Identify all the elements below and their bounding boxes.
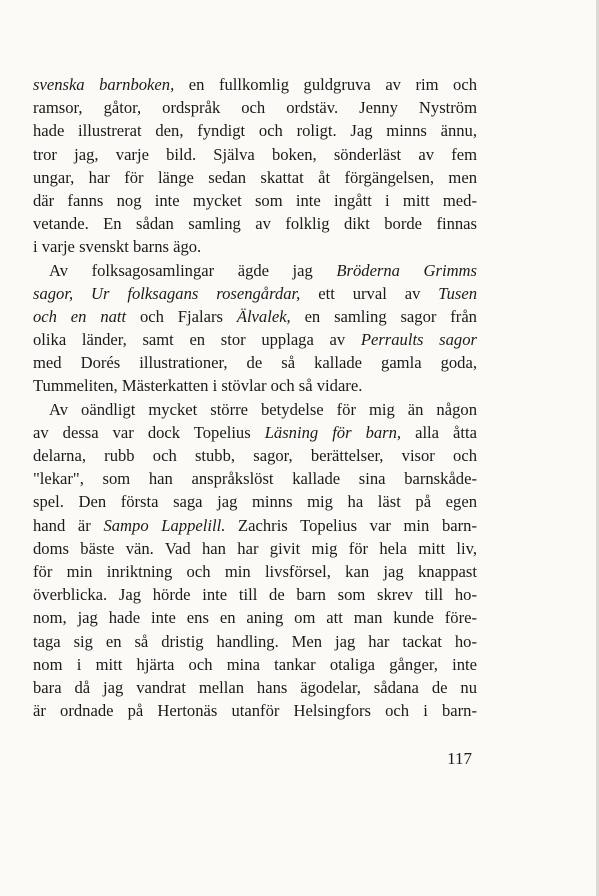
text-run: delarna, rubb och stubb, sagor, berättelser, visor och xyxy=(33,446,477,465)
text-line xyxy=(33,490,477,513)
text-run: bara då jag vandrat mellan hans ägodelar, sådana de nu xyxy=(33,677,477,697)
text-run: Zachris Topelius var min barn- xyxy=(225,515,477,535)
text-line xyxy=(33,351,477,374)
text-line xyxy=(33,143,477,166)
text-line xyxy=(33,235,477,258)
text-line xyxy=(33,514,477,537)
text-run: i varje svenskt barns ägo. xyxy=(33,237,202,257)
text-line xyxy=(33,73,477,96)
italic-title-text: Bröderna Grimms xyxy=(336,260,477,280)
text-run: doms bäste vän. Vad han har givit mig för hela mitt liv, xyxy=(33,538,477,558)
text-line xyxy=(33,676,477,699)
text-run: tror jag, varje bild. Själva boken, sönderläst av fem xyxy=(33,144,477,164)
text-line xyxy=(33,212,477,235)
text-line xyxy=(33,166,477,189)
text-run: för min inriktning och min livsförsel, kan jag knappast xyxy=(33,561,477,581)
italic-title-text: och en natt xyxy=(33,306,127,326)
text-run: en samling sagor från xyxy=(290,306,477,326)
body-text xyxy=(33,73,477,722)
text-line xyxy=(33,537,477,560)
text-run: spel. Den första saga jag minns mig ha läst på egen xyxy=(33,492,477,512)
text-run: av dessa var dock Topelius xyxy=(33,422,265,442)
text-run: ungar, har för länge sedan skattat åt förgängelsen, men xyxy=(33,167,477,187)
text-run: hade illustrerat den, fyndigt och roligt. Jag minns ännu, xyxy=(33,121,477,141)
text-run: en fullkomlig guldgruva av rim och xyxy=(174,75,477,94)
text-run: alla åtta xyxy=(401,422,477,442)
page-number: 117 xyxy=(447,749,472,768)
text-run: nom, jag hade inte ens en aning om att man kunde före- xyxy=(33,608,477,628)
text-run: nom i mitt hjärta och mina tankar otaliga gånger, inte xyxy=(33,654,477,674)
text-run: vetande. En sådan samling av folklig dikt borde finnas xyxy=(33,214,477,234)
text-line xyxy=(33,699,477,722)
text-line xyxy=(33,583,477,606)
text-run: med Dorés illustrationer, de så kallade gamla goda, xyxy=(33,353,477,373)
text-line xyxy=(33,96,477,119)
italic-title-text: Tusen xyxy=(438,283,477,303)
text-run: "lekar", som han anspråkslöst kallade sina barnskåde- xyxy=(33,469,477,489)
text-run: ett urval av xyxy=(300,283,439,303)
text-run: Av oändligt mycket större betydelse för mig än någon xyxy=(49,399,477,419)
italic-title-text: sagor, Ur folksagans rosengårdar, xyxy=(33,283,301,303)
text-line xyxy=(33,282,477,305)
text-line xyxy=(33,630,477,653)
text-line xyxy=(33,259,477,282)
text-run: hand är xyxy=(33,515,104,535)
text-run: där fanns nog inte mycket som inte ingått i mitt med- xyxy=(33,190,477,210)
text-run: är ordnade på Hertonäs utanför Helsingfors och i barn- xyxy=(33,701,477,721)
text-line xyxy=(33,421,477,444)
text-line xyxy=(33,374,477,397)
text-run: Av folksagosamlingar ägde jag xyxy=(49,260,337,280)
italic-title-text: svenska barnboken, xyxy=(33,75,175,94)
text-line xyxy=(33,305,477,328)
text-line xyxy=(33,328,477,351)
text-line xyxy=(33,606,477,629)
italic-title-text: Perraults sagor xyxy=(360,330,477,350)
text-line xyxy=(33,444,477,467)
text-line xyxy=(33,653,477,676)
text-run: ramsor, gåtor, ordspråk och ordstäv. Jenny Nyström xyxy=(33,98,477,118)
text-run: olika länder, samt en stor upplaga av xyxy=(33,330,361,350)
text-run: taga sig en så dristig handling. Men jag har tackat ho- xyxy=(33,631,477,651)
italic-title-text: Läsning för barn, xyxy=(264,422,402,442)
text-line xyxy=(33,119,477,142)
text-line xyxy=(33,189,477,212)
text-line xyxy=(33,467,477,490)
italic-title-text: Älvalek, xyxy=(236,306,291,326)
italic-title-text: Sampo Lappelill. xyxy=(103,515,226,535)
text-run: överblicka. Jag hörde inte till de barn som skrev till ho- xyxy=(33,585,477,605)
text-line xyxy=(33,560,477,583)
text-run: och Fjalars xyxy=(126,306,237,326)
text-line xyxy=(33,398,477,421)
text-run: Tummeliten, Mästerkatten i stövlar och så vidare. xyxy=(33,376,363,396)
